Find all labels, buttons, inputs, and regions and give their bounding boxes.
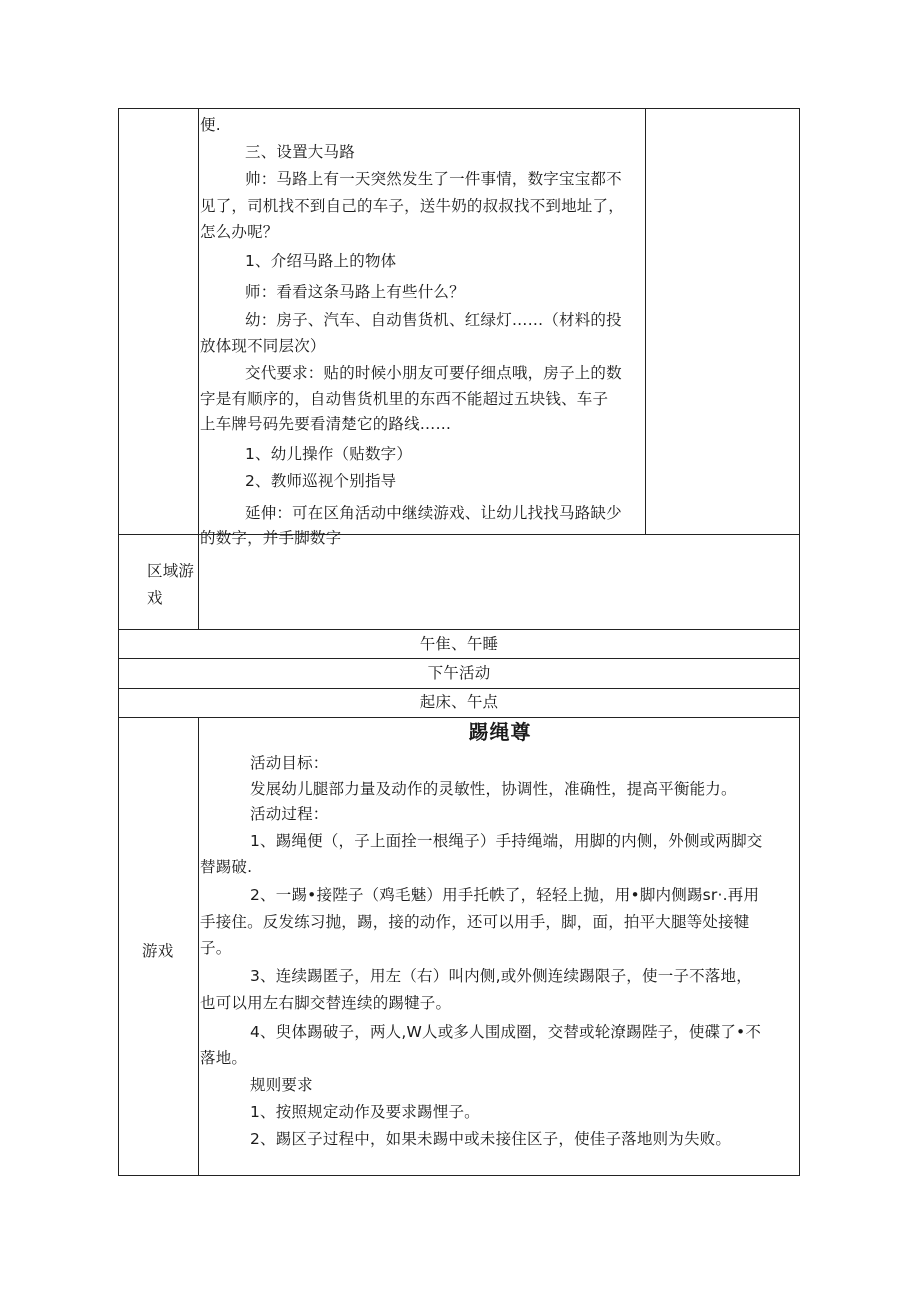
row-divider-game: [118, 717, 800, 718]
child-answer-line: 幼：房子、汽车、自动售货机、红绿灯……（材料的投: [245, 311, 622, 329]
goal-label: 活动目标：: [250, 754, 329, 772]
label-column-divider-top: [198, 108, 199, 630]
extension-line-cut: 的数字，并手脚数字: [200, 529, 342, 547]
process-line: 手接住。反发练习抛，踢，接的动作，还可以用手，脚，面，拍平大腿等处接犍: [200, 913, 750, 931]
area-game-label: 区域游: [147, 562, 195, 580]
row-divider-nap: [118, 629, 800, 630]
step-item: 1、介绍马路上的物体: [245, 252, 397, 270]
operation-item: 1、幼儿操作（贴数字）: [245, 445, 413, 463]
teacher-intro-line: 见了，司机找不到自己的车子，送牛奶的叔叔找不到地址了，: [200, 197, 624, 215]
extension-line: 延伸：可在区角活动中继续游戏、让幼儿找找马路缺少: [245, 504, 622, 522]
teacher-question: 师：看看这条马路上有些什么？: [245, 283, 465, 301]
row-divider-afternoon: [118, 658, 800, 659]
game-label: 游戏: [142, 942, 174, 960]
area-game-label: 戏: [147, 589, 163, 607]
requirement-line: 交代要求：贴的时候小朋友可要仔细点哦，房子上的数: [245, 364, 622, 382]
requirement-line: 字是有顺序的，自动售货机里的东西不能超过五块钱、车子: [200, 390, 609, 408]
process-line: 1、踢绳便（，子上面拴一根绳子）手持绳端，用脚的内侧，外侧或两脚交: [250, 832, 763, 850]
process-line: 子。: [200, 939, 232, 957]
row-divider-wake: [118, 688, 800, 689]
table-top-border: [118, 108, 800, 109]
cut-off-line: [200, 528, 645, 547]
operation-item: 2、教师巡视个别指导: [245, 472, 397, 490]
schedule-wake: 起床、午点: [419, 693, 499, 711]
rules-label: 规则要求: [250, 1076, 313, 1094]
label-column-divider-bottom: [198, 717, 199, 1176]
process-line: 4、臾体踢破子，两人,W人或多人围成圈，交替或轮潦踢陛子，使碟了•不: [250, 1023, 762, 1041]
process-label: 活动过程：: [250, 805, 329, 823]
notes-column-divider: [645, 108, 646, 535]
rule-item: 2、踢区子过程中，如果未踢中或未接住区子，使佳子落地则为失败。: [250, 1130, 732, 1148]
requirement-line: 上车牌号码先要看清楚它的路线……: [200, 415, 452, 433]
process-line: 3、连续踢匿子，用左（右）叫内侧,或外侧连续踢限子，使一子不落地，: [250, 967, 752, 985]
goal-text: 发展幼儿腿部力量及动作的灵敏性，协调性，准确性，提高平衡能力。: [250, 780, 737, 798]
process-line: 2、一踢•接陛子（鸡毛魅）用手托帙了，轻轻上抛，用•脚内侧踢sr·.再用: [250, 886, 760, 904]
process-line: 落地。: [200, 1049, 248, 1067]
child-answer-line: 放体现不同层次）: [200, 337, 326, 355]
schedule-afternoon: 下午活动: [427, 664, 491, 682]
process-line: 也可以用左右脚交替连续的踢犍子。: [200, 994, 452, 1012]
rule-item: 1、按照规定动作及要求踢悝子。: [250, 1103, 480, 1121]
teacher-intro-line: 怎么办呢？: [200, 223, 279, 241]
game-title: 踢绳尊: [468, 720, 532, 744]
text-line: 便.: [200, 116, 221, 134]
teacher-intro-line: 帅：马路上有一天突然发生了一件事情，数字宝宝都不: [245, 170, 622, 188]
process-line: 替踢破.: [200, 858, 253, 876]
schedule-nap: 午隹、午睡: [419, 635, 499, 653]
section-heading: 三、设置大马路: [245, 143, 355, 161]
table-bottom-border: [118, 1175, 800, 1176]
